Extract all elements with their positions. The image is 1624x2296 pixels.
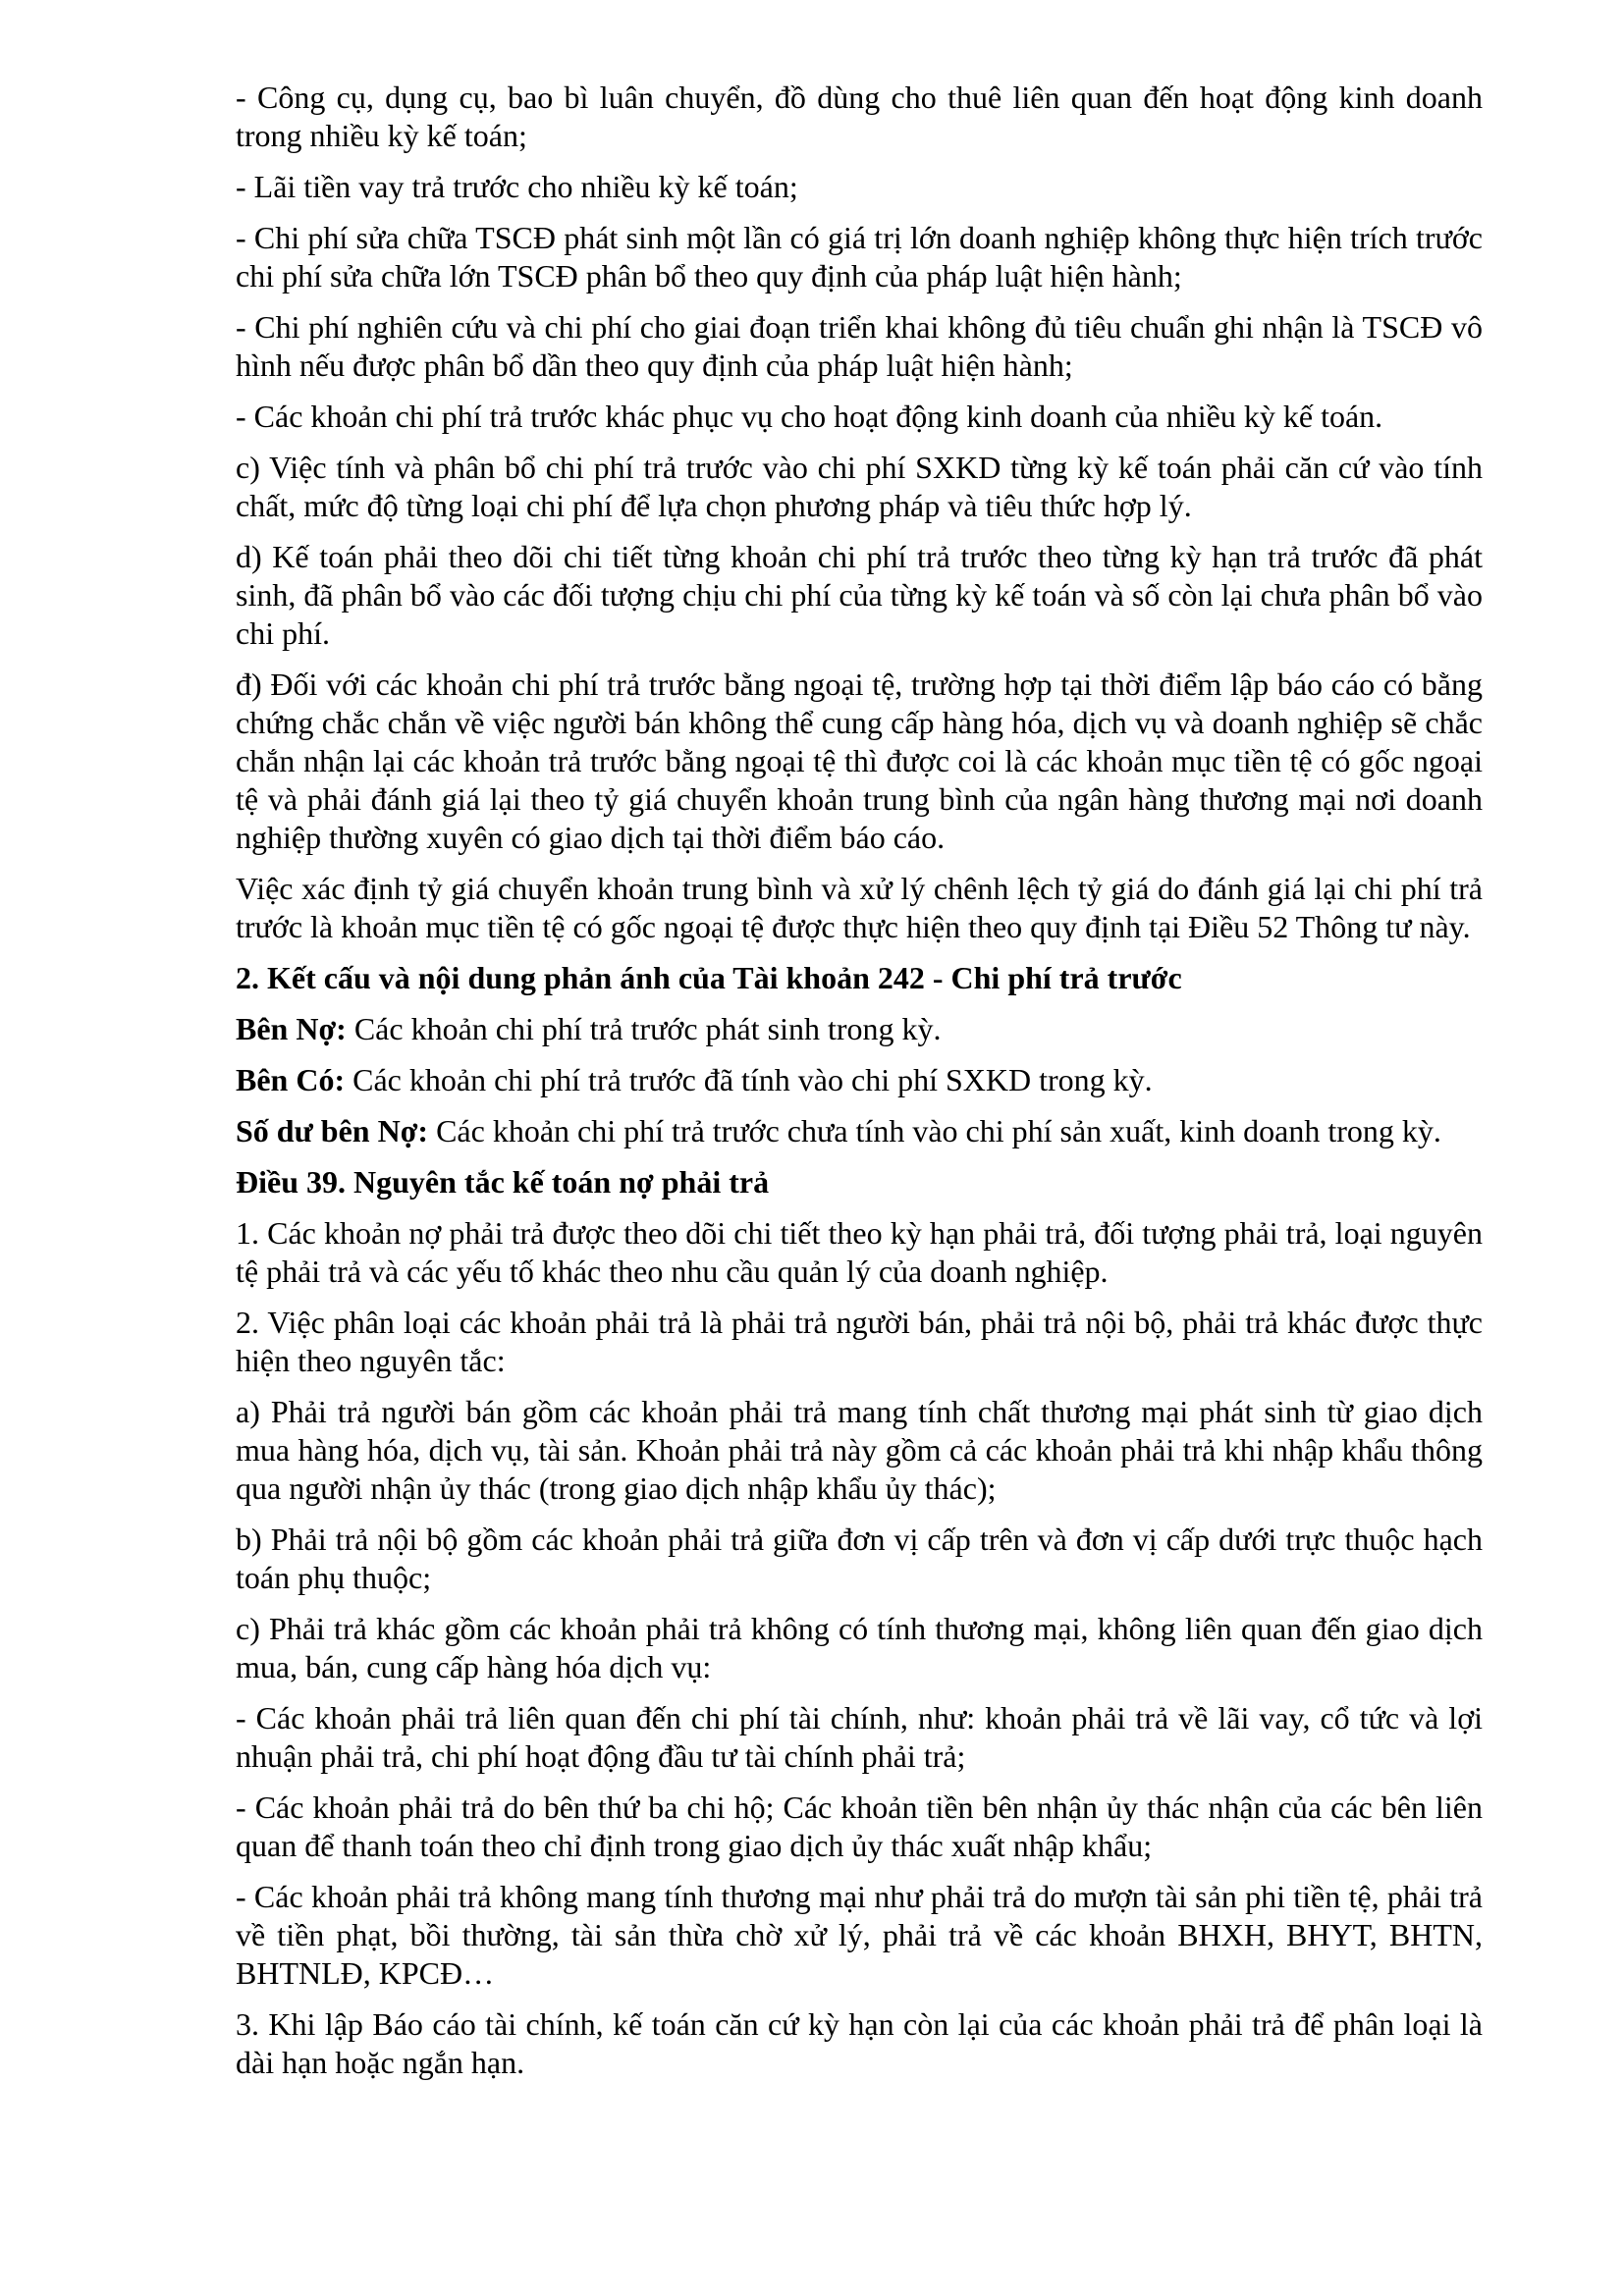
document-page xyxy=(236,79,1483,2095)
paragraph-2-classification: 2. Việc phân loại các khoản phải trả là phải trả người bán, phải trả nội bộ, phải trả khác được thực hiện theo nguyên tắc: xyxy=(236,1305,1483,1378)
paragraph-bullet-financial: - Các khoản phải trả liên quan đến chi phí tài chính, như: khoản phải trả về lãi vay, cổ tức và lợi nhuận phải trả, chi phí hoạt động đầu tư tài chính phải trả; xyxy=(236,1700,1483,1774)
paragraph-3-reporting: 3. Khi lập Báo cáo tài chính, kế toán căn cứ kỳ hạn còn lại của các khoản phải trả để phân loại là dài hạn hoặc ngắn hạn. xyxy=(236,2006,1483,2080)
label-ben-no: Bên Nợ: xyxy=(236,1011,347,1046)
paragraph-c-other-payables: c) Phải trả khác gồm các khoản phải trả không có tính thương mại, không liên quan đến giao dịch mua, bán, cung cấp hàng hóa dịch vụ: xyxy=(236,1611,1483,1684)
text-so-du: Các khoản chi phí trả trước chưa tính vào chi phí sản xuất, kinh doanh trong kỳ. xyxy=(428,1113,1441,1148)
paragraph-a-supplier: a) Phải trả người bán gồm các khoản phải trả mang tính chất thương mại phát sinh từ giao dịch mua hàng hóa, dịch vụ, tài sản. Khoản phải trả này gồm cả các khoản phải trả khi nhập khẩu thông qua người nhận ủy thác (trong giao dịch nhập khẩu ủy thác); xyxy=(236,1394,1483,1506)
text-ben-no: Các khoản chi phí trả trước phát sinh trong kỳ. xyxy=(346,1011,942,1046)
paragraph-ben-no xyxy=(236,1010,1483,1048)
paragraph-bullet-third-party: - Các khoản phải trả do bên thứ ba chi hộ; Các khoản tiền bên nhận ủy thác nhận của các bên liên quan để thanh toán theo chỉ định trong giao dịch ủy thác xuất nhập khẩu; xyxy=(236,1789,1483,1863)
paragraph-1-payables-tracking: 1. Các khoản nợ phải trả được theo dõi chi tiết theo kỳ hạn phải trả, đối tượng phải trả, loại nguyên tệ phải trả và các yếu tố khác theo nhu cầu quản lý của doanh nghiệp. xyxy=(236,1215,1483,1289)
paragraph-c-allocation: c) Việc tính và phân bổ chi phí trả trước vào chi phí SXKD từng kỳ kế toán phải căn cứ vào tính chất, mức độ từng loại chi phí để lựa chọn phương pháp và tiêu thức hợp lý. xyxy=(236,450,1483,523)
paragraph-d-tracking: d) Kế toán phải theo dõi chi tiết từng khoản chi phí trả trước theo từng kỳ hạn trả trước đã phát sinh, đã phân bổ vào các đối tượng chịu chi phí của từng kỳ kế toán và số còn lại chưa phân bổ vào chi phí. xyxy=(236,539,1483,651)
paragraph-exchange-rate: Việc xác định tỷ giá chuyển khoản trung bình và xử lý chênh lệch tỷ giá do đánh giá lại chi phí trả trước là khoản mục tiền tệ có gốc ngoại tệ được thực hiện theo quy định tại Điều 52 Thông tư này. xyxy=(236,871,1483,944)
label-so-du: Số dư bên Nợ: xyxy=(236,1113,429,1148)
article-heading-39: Điều 39. Nguyên tắc kế toán nợ phải trả xyxy=(236,1164,770,1200)
section-heading-account-242: 2. Kết cấu và nội dung phản ánh của Tài khoản 242 - Chi phí trả trước xyxy=(236,960,1182,995)
paragraph-bullet-interest: - Lãi tiền vay trả trước cho nhiều kỳ kế toán; xyxy=(236,169,798,204)
paragraph-dd-foreign-currency: đ) Đối với các khoản chi phí trả trước bằng ngoại tệ, trường hợp tại thời điểm lập báo cáo có bằng chứng chắc chắn về việc người bán không thể cung cấp hàng hóa, dịch vụ và doanh nghiệp sẽ chắc chắn nhận lại các khoản trả trước bằng ngoại tệ thì được coi là các khoản mục tiền tệ có gốc ngoại tệ và phải đánh giá lại theo tỷ giá chuyển khoản trung bình của ngân hàng thương mại nơi doanh nghiệp thường xuyên có giao dịch tại thời điểm báo cáo. xyxy=(236,667,1483,855)
text-ben-co: Các khoản chi phí trả trước đã tính vào chi phí SXKD trong kỳ. xyxy=(345,1062,1153,1097)
paragraph-bullet-other: - Các khoản chi phí trả trước khác phục vụ cho hoạt động kinh doanh của nhiều kỳ kế toán. xyxy=(236,399,1383,434)
paragraph-bullet-non-commercial: - Các khoản phải trả không mang tính thương mại như phải trả do mượn tài sản phi tiền tệ, phải trả về tiền phạt, bồi thường, tài sản thừa chờ xử lý, phải trả về các khoản BHXH, BHYT, BHTN, BHTNLĐ, KPCĐ… xyxy=(236,1879,1483,1991)
paragraph-bullet-repair: - Chi phí sửa chữa TSCĐ phát sinh một lần có giá trị lớn doanh nghiệp không thực hiện trích trước chi phí sửa chữa lớn TSCĐ phân bổ theo quy định của pháp luật hiện hành; xyxy=(236,220,1483,294)
paragraph-so-du xyxy=(236,1112,1483,1150)
paragraph-bullet-tools: - Công cụ, dụng cụ, bao bì luân chuyển, đồ dùng cho thuê liên quan đến hoạt động kinh doanh trong nhiều kỳ kế toán; xyxy=(236,80,1483,153)
paragraph-ben-co xyxy=(236,1061,1483,1099)
paragraph-b-internal: b) Phải trả nội bộ gồm các khoản phải trả giữa đơn vị cấp trên và đơn vị cấp dưới trực thuộc hạch toán phụ thuộc; xyxy=(236,1522,1483,1595)
paragraph-bullet-research: - Chi phí nghiên cứu và chi phí cho giai đoạn triển khai không đủ tiêu chuẩn ghi nhận là TSCĐ vô hình nếu được phân bổ dần theo quy định của pháp luật hiện hành; xyxy=(236,309,1483,383)
label-ben-co: Bên Có: xyxy=(236,1062,346,1097)
